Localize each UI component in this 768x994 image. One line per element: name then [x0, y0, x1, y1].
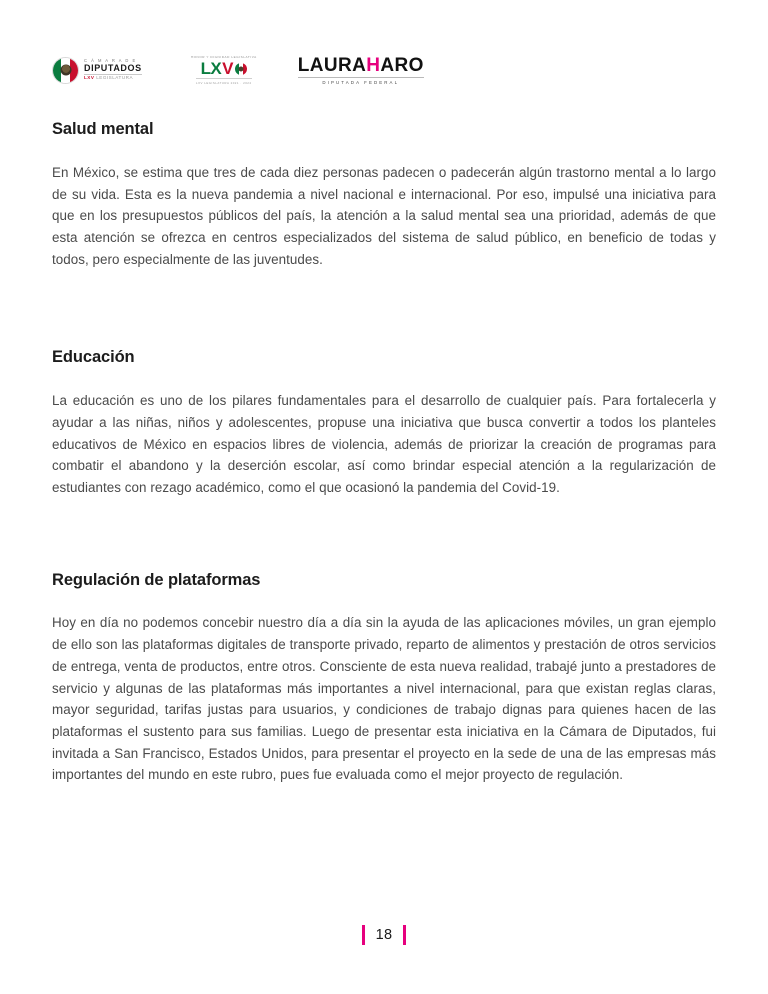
diputados-legislatura-number: LXV: [84, 75, 95, 81]
diputados-line-main: DIPUTADOS: [84, 63, 142, 74]
lxv-letters-lx: LX: [200, 59, 222, 79]
laura-haro-subtitle: DIPUTADA FEDERAL: [298, 77, 424, 85]
page-number-right-bar: [403, 925, 406, 945]
section-educacion: [52, 348, 716, 498]
page-footer: [0, 925, 768, 945]
document-content: [52, 120, 716, 786]
lxv-top-caption: HONOR Y DIGNIDAD LEGISLATIVA: [190, 55, 257, 60]
laura-last-name: ARO: [380, 54, 424, 76]
lxv-flag-dot-icon: [235, 63, 247, 75]
diputados-wordmark: [84, 59, 142, 81]
diputados-line-camara: C Á M A R A D E: [84, 58, 137, 63]
section-title-regulacion-de-plataformas: Regulación de plataformas: [52, 570, 261, 589]
lxv-letter-v: V: [222, 59, 233, 79]
laura-first-name: LAURA: [297, 54, 367, 76]
section-salud-mental: [52, 120, 716, 270]
section-regulacion-de-plataformas: [52, 571, 716, 786]
eagle-emblem-icon: [60, 65, 71, 76]
section-spacer: [52, 499, 716, 571]
section-body-regulacion-de-plataformas: Hoy en día no podemos concebir nuestro día a día sin la ayuda de las aplicaciones móviles, un gran ejemplo de ello son las plataformas digitales de transporte privado, reparto de alimentos y prestación de otros servicios de entrega, venta de productos, entre otros. Consciente de esta nueva realidad, trabajé junto a prestadores de servicio y algunas de las plataformas más importantes a nivel internacional, para que existan reglas claras, mayor seguridad, tarifas justas para usuarios, y condiciones de trabajo dignas para quienes hacen de las plataformas el sustento para sus familias. Luego de presentar esta iniciativa en la Cámara de Diputados, fui invitada a San Francisco, Estados Unidos, para presentar el proyecto en la sede de una de las empresas más importantes del mundo en este rubro, pues fue evaluada como el mejor proyecto de regulación.: [52, 615, 716, 783]
laura-accent-letter: H: [366, 54, 381, 76]
page-number-left-bar: [362, 925, 365, 945]
lxv-wordmark: [201, 60, 247, 77]
logo-laura-haro: [298, 56, 424, 85]
section-title-salud-mental: Salud mental: [52, 120, 154, 138]
diputados-legislatura-word: LEGISLATURA: [94, 75, 134, 81]
logo-camara-de-diputados: [52, 57, 142, 84]
laura-haro-wordmark: [298, 56, 424, 75]
section-body-salud-mental: En México, se estima que tres de cada diez personas padecen o padecerán algún trastorno mental a lo largo de su vida. Esta es la nueva pandemia a nivel nacional e internacional. Por eso, impulsé una iniciativa para que en los presupuestos públicos del país, la atención a la salud mental sea una prioridad, además de que esta atención se ofrezca en centros especializados del sistema de salud público, en beneficio de todas y todos, pero especialmente de las juventudes.: [52, 164, 716, 267]
section-title-educacion: Educación: [52, 348, 135, 367]
section-spacer: [52, 270, 716, 348]
mexican-flag-seal-icon: [52, 57, 79, 84]
lxv-bottom-caption: LXV LEGISLATURA 2021 · 2024: [196, 78, 252, 84]
section-body-educacion: La educación es uno de los pilares fundamentales para el desarrollo de cualquier país. Para fortalecerla y ayudar a las niñas, niños y adolescentes, propuse una iniciativa que busca convertir a todos los planteles educativos de México en espacios libres de violencia, además de priorizar la creación de programas para combatir el abandono y la deserción escolar, así como brindar especial atención a la regularización de estudiantes con rezago académico, como el que ocasionó la pandemia del Covid-19.: [52, 393, 716, 495]
diputados-line-legislatura: [84, 74, 142, 81]
header-logo-band: [52, 50, 424, 90]
logo-lxv-legislatura: [192, 55, 256, 84]
page-number: 18: [375, 926, 393, 943]
